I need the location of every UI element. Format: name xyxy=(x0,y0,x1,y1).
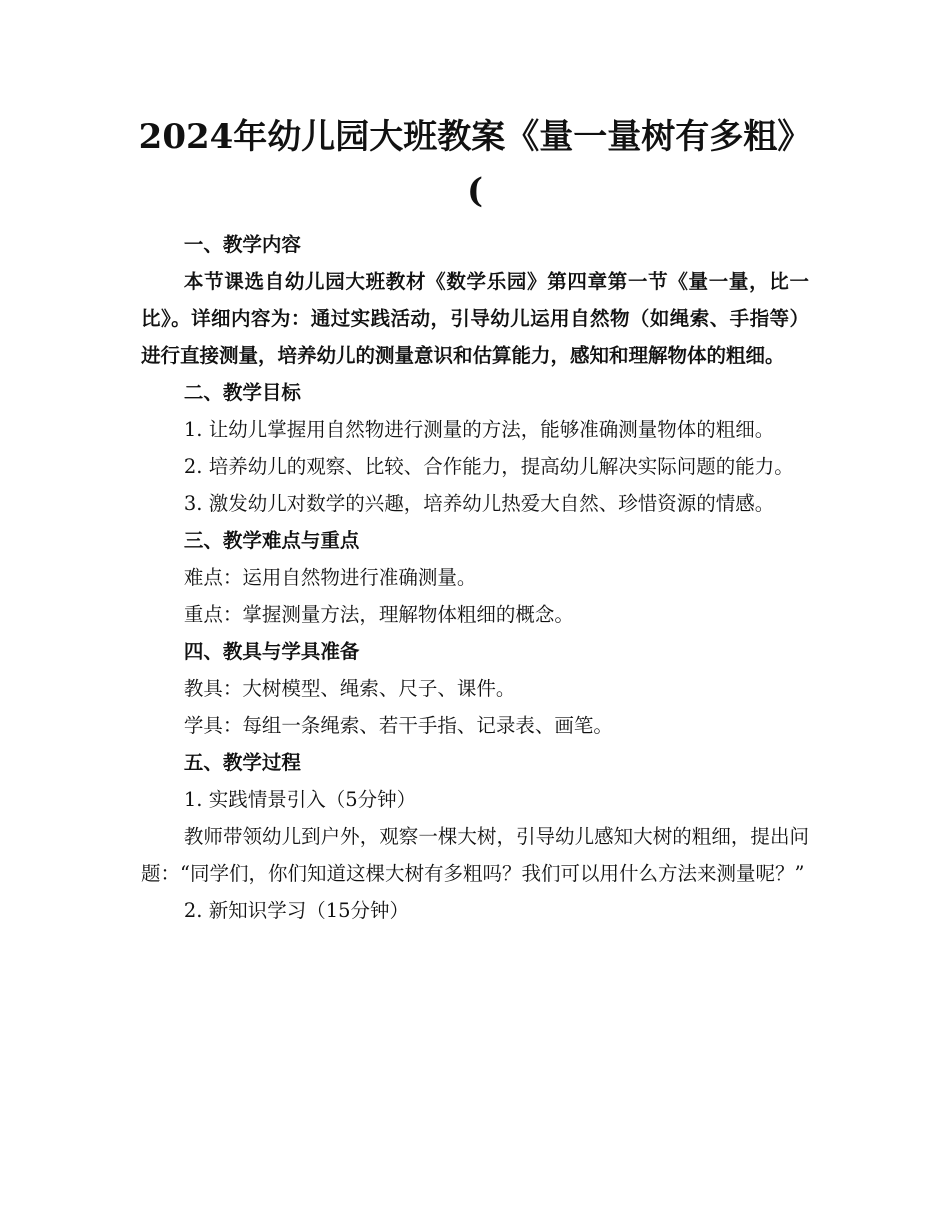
process-step: 1. 实践情景引入（5分钟） xyxy=(183,788,417,811)
section-heading: 五、教学过程 xyxy=(183,751,301,774)
content-paragraph: 本节课选自幼儿园大班教材《数学乐园》第四章第一节《量一量，比一比》。详细内容为：通过实践活动，引导幼儿运用自然物（如绳索、手指等）进行直接测量，培养幼儿的测量意识和估算能力，感知和理解物体的粗细。 xyxy=(141,270,809,367)
section-heading: 三、教学难点与重点 xyxy=(183,529,360,552)
focus-text: 重点：掌握测量方法，理解物体粗细的概念。 xyxy=(183,603,574,626)
teacher-tools-text: 教具：大树模型、绳索、尺子、课件。 xyxy=(183,677,516,700)
document-body xyxy=(141,226,809,929)
student-tools-text: 学具：每组一条绳索、若干手指、记录表、画笔。 xyxy=(183,714,613,737)
goal-item: 3. 激发幼儿对数学的兴趣，培养幼儿热爱大自然、珍惜资源的情感。 xyxy=(183,492,775,515)
section-heading: 二、教学目标 xyxy=(183,381,301,404)
document-title xyxy=(100,110,850,218)
process-step: 2. 新知识学习（15分钟） xyxy=(183,899,410,922)
goal-item: 2. 培养幼儿的观察、比较、合作能力，提高幼儿解决实际问题的能力。 xyxy=(183,455,794,478)
difficulty-text: 难点：运用自然物进行准确测量。 xyxy=(183,566,477,589)
section-heading: 四、教具与学具准备 xyxy=(183,640,360,663)
title-line-2: ( xyxy=(466,171,484,211)
section-heading: 一、教学内容 xyxy=(183,233,301,256)
goal-item: 1. 让幼儿掌握用自然物进行测量的方法，能够准确测量物体的粗细。 xyxy=(183,418,775,441)
title-line-1: 2024年幼儿园大班教案《量一量树有多粗》 xyxy=(138,117,812,157)
process-text: 教师带领幼儿到户外，观察一棵大树，引导幼儿感知大树的粗细，提出问题：“同学们，你们知道这棵大树有多粗吗？我们可以用什么方法来测量呢？” xyxy=(141,825,809,885)
